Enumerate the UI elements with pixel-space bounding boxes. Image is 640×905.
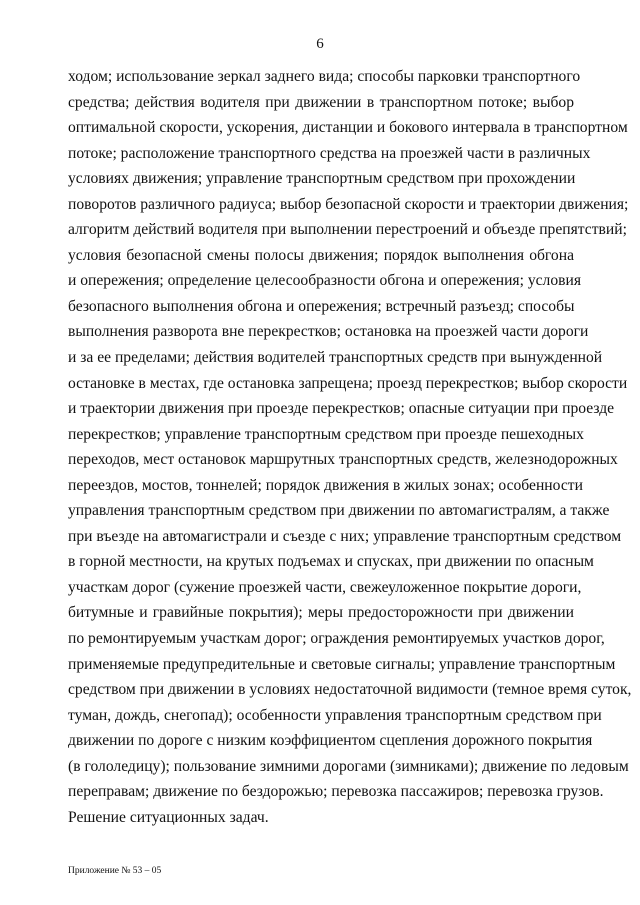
text-line: и траектории движения при проезде перекрестков; опасные ситуации при проезде — [68, 400, 615, 418]
text-line: остановке в местах, где остановка запрещена; проезд перекрестков; выбор скорости — [68, 374, 628, 392]
text-line: применяемые предупредительные и световые сигналы; управление транспортным — [68, 655, 616, 673]
text-line: алгоритм действий водителя при выполнении перестроений и объезде препятствий; — [68, 221, 627, 239]
text-line: по ремонтируемым участкам дорог; ограждения ремонтируемых участков дорог, — [68, 630, 605, 648]
text-line: безопасного выполнения обгона и опережения; встречный разъезд; способы — [68, 297, 575, 315]
text-line: условиях движения; управление транспортным средством при прохождении — [68, 170, 576, 188]
text-line: битумные и гравийные покрытия); меры предосторожности при движении — [68, 604, 574, 622]
text-line: условия безопасной смены полосы движения; порядок выполнения обгона — [68, 246, 574, 264]
text-line: переездов, мостов, тоннелей; порядок движения в жилых зонах; особенности — [68, 476, 583, 494]
text-line: движении по дороге с низким коэффициентом сцепления дорожного покрытия — [68, 732, 593, 750]
text-line: переходов, мест остановок маршрутных транспортных средств, железнодорожных — [68, 451, 618, 469]
text-line: оптимальной скорости, ускорения, дистанции и бокового интервала в транспортном — [68, 119, 628, 137]
text-line: средства; действия водителя при движении в транспортном потоке; выбор — [68, 93, 574, 111]
text-line: и опережения; определение целесообразности обгона и опережения; условия — [68, 272, 582, 290]
text-line: при въезде на автомагистрали и съезде с них; управление транспортным средством — [68, 527, 622, 545]
text-line: туман, дождь, снегопад); особенности управления транспортным средством при — [68, 706, 602, 724]
text-line: переправам; движение по бездорожью; перевозка пассажиров; перевозка грузов. — [68, 783, 604, 801]
text-line: поворотов различного радиуса; выбор безопасной скорости и траектории движения; — [68, 195, 629, 213]
text-line: (в гололедицу); пользование зимними дорогами (зимниками); движение по ледовым — [68, 757, 629, 775]
text-line: и за ее пределами; действия водителей транспортных средств при вынужденной — [68, 349, 603, 367]
text-line: Решение ситуационных задач. — [68, 808, 269, 826]
text-line: участкам дорог (сужение проезжей части, свежеуложенное покрытие дороги, — [68, 578, 582, 596]
text-line: управления транспортным средством при движении по автомагистралям, а также — [68, 502, 610, 520]
text-line: средством при движении в условиях недостаточной видимости (темное время суток, — [68, 681, 632, 699]
text-line: перекрестков; управление транспортным средством при проезде пешеходных — [68, 425, 584, 443]
text-line: выполнения разворота вне перекрестков; остановка на проезжей части дороги — [68, 323, 589, 341]
footer-annex-number: Приложение № 53 – 05 — [68, 866, 162, 876]
text-line: ходом; использование зеркал заднего вида; способы парковки транспортного — [68, 68, 581, 85]
text-line: потоке; расположение транспортного средства на проезжей части в различных — [68, 144, 591, 162]
body-paragraph — [68, 64, 632, 830]
text-line: в горной местности, на крутых подъемах и спусках, при движении по опасным — [68, 553, 594, 571]
page-number: 6 — [316, 36, 324, 52]
